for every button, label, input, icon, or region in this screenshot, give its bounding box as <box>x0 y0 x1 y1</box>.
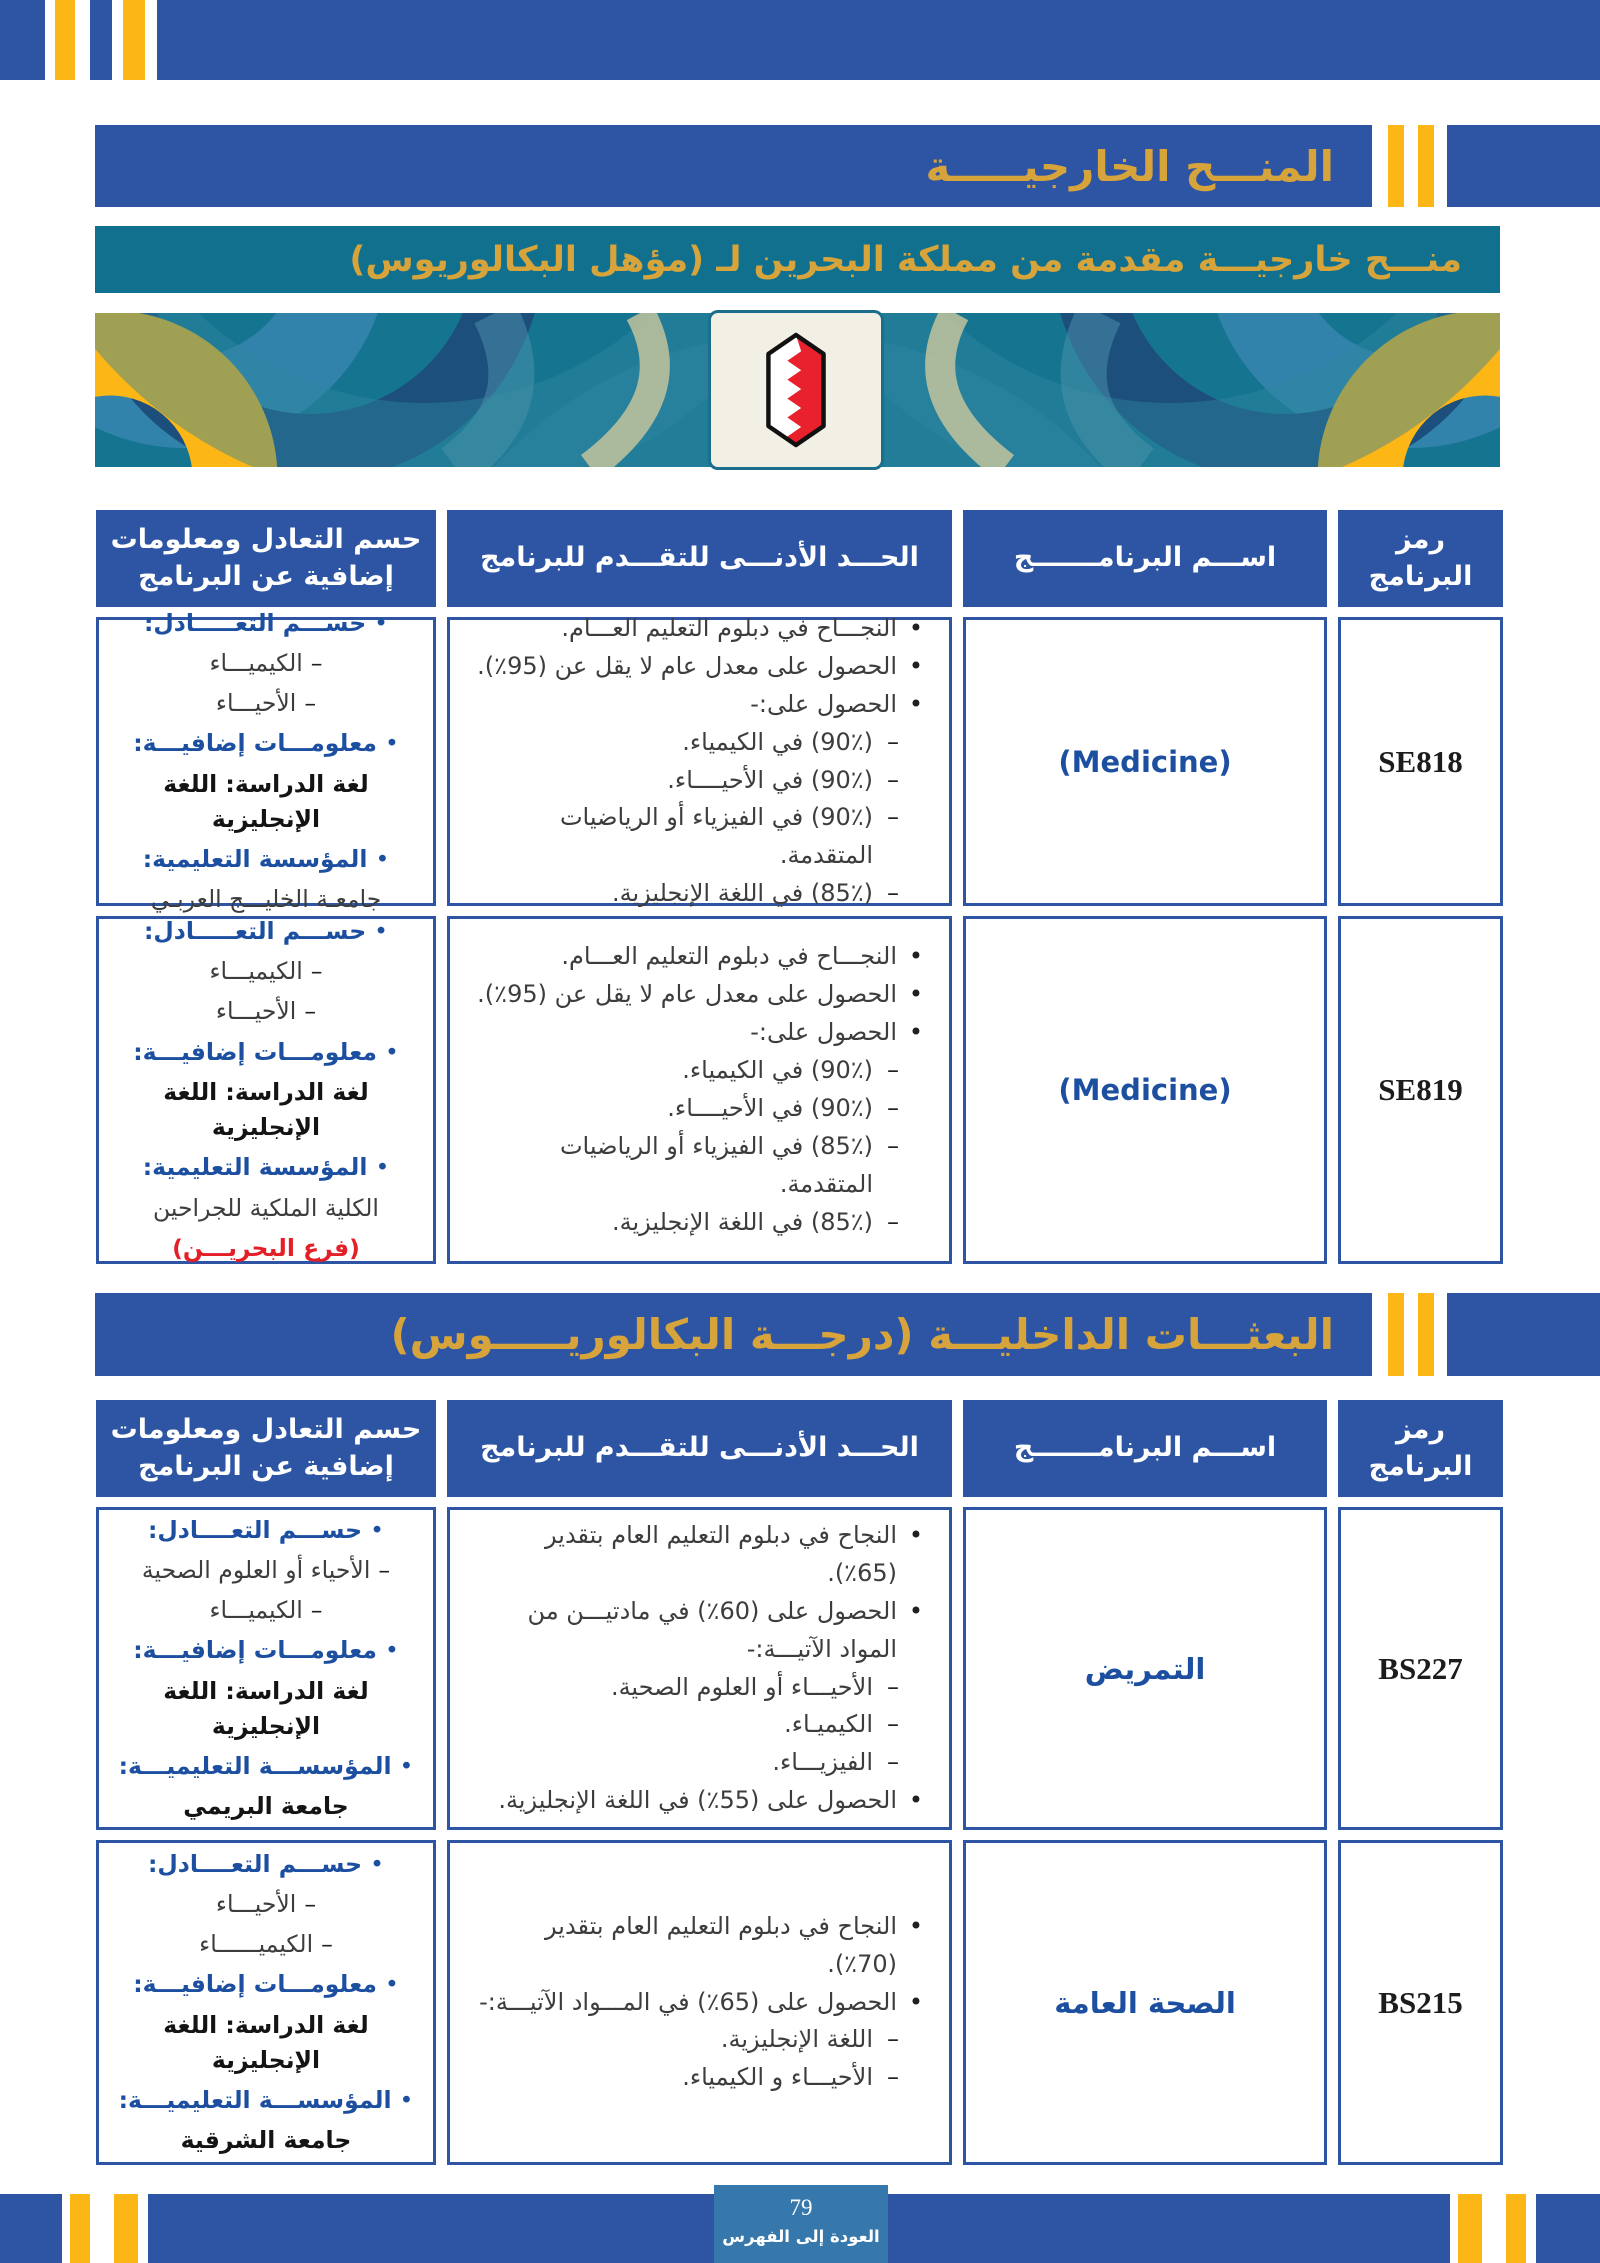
info-text: الأحياء أو العلوم الصحية <box>141 1555 371 1584</box>
band-yellow-stripe <box>1388 125 1404 207</box>
requirement-text: الأحيـــاء أو العلوم الصحية. <box>610 1672 873 1701</box>
program-name-cell: الصحة العامة <box>963 1840 1327 2165</box>
requirement-text: النجاح في دبلوم التعليم العام بتقدير (65٪). <box>545 1520 897 1587</box>
dash-marker: – <box>321 1930 333 1958</box>
tiebreak-info-cell <box>96 1840 436 2165</box>
info-item <box>153 1191 379 1226</box>
requirement-item <box>468 648 923 686</box>
requirement-item <box>468 1669 923 1707</box>
dash-marker: – <box>887 1056 899 1085</box>
band-yellow-stripe <box>1418 125 1434 207</box>
requirement-text: (90٪) في الكيمياء. <box>682 1056 873 1085</box>
info-item <box>143 842 390 877</box>
top-bar-yellow-stripe <box>123 0 145 80</box>
tiebreak-info-cell <box>96 1507 436 1830</box>
bullet-marker: • <box>375 845 390 873</box>
info-text: الكلية الملكية للجراحين <box>153 1193 379 1222</box>
requirement-text: الفيزيـــاء. <box>772 1748 873 1777</box>
info-text: لغة الدراسة: اللغة الإنجليزية <box>163 769 369 833</box>
requirement-item <box>468 724 923 762</box>
footer-yellow-stripe <box>114 2194 138 2263</box>
info-item <box>144 606 388 641</box>
requirement-text: النجـــاح في دبلوم التعليم العـــام. <box>561 613 897 642</box>
info-text: جامعة البريمي <box>183 1792 349 1821</box>
info-item <box>148 1847 384 1882</box>
requirement-item <box>468 1128 923 1204</box>
requirement-text: (85٪) في اللغة الإنجليزية. <box>611 879 873 908</box>
footer-page-tab[interactable] <box>714 2185 888 2263</box>
bullet-marker: • <box>375 1153 390 1182</box>
info-text: جامعة الشرقية <box>180 2126 352 2155</box>
minimum-requirements-cell <box>447 916 952 1264</box>
bullet-marker: • <box>370 1515 384 1544</box>
column-header-code: رمز البرنامج <box>1338 510 1503 607</box>
dash-marker: – <box>887 803 899 832</box>
requirement-text: (85٪) في اللغة الإنجليزية. <box>611 1207 873 1236</box>
requirement-item <box>468 875 923 913</box>
footer-yellow-stripe <box>1458 2194 1482 2263</box>
info-item <box>216 994 316 1029</box>
requirement-item <box>468 1706 923 1744</box>
info-item <box>133 1633 399 1668</box>
info-item <box>111 1674 421 1745</box>
band-yellow-stripe <box>1388 1293 1404 1376</box>
info-item <box>119 2083 414 2118</box>
bullet-marker: • <box>908 651 923 680</box>
top-bar-blue-block <box>0 0 45 80</box>
dash-marker: – <box>887 727 899 756</box>
requirement-item <box>468 1014 923 1052</box>
dash-marker: – <box>310 957 323 986</box>
info-text: المؤسسة التعليمية: <box>142 1153 368 1182</box>
dash-marker: – <box>887 1748 899 1777</box>
info-item <box>144 914 388 949</box>
requirement-item <box>468 686 923 724</box>
dash-marker: – <box>310 1596 323 1624</box>
requirement-text: الأحيـــاء و الكيمياء. <box>682 2063 873 2092</box>
tiebreak-info-cell <box>96 608 436 914</box>
bullet-marker: • <box>384 1636 399 1665</box>
dash-marker: – <box>887 1672 899 1701</box>
info-text: (فرع البحريـــن) <box>172 1233 360 1262</box>
top-decorative-bar <box>0 0 1600 80</box>
bullet-marker: • <box>908 942 923 971</box>
program-code-cell: BS227 <box>1338 1507 1503 1830</box>
band-blue-cap <box>1447 125 1600 207</box>
program-name-cell: (Medicine) <box>963 617 1327 906</box>
info-text: الكيميـــاء <box>209 957 303 986</box>
dash-marker: – <box>887 1094 899 1122</box>
info-text: لغة الدراسة: اللغة الإنجليزية <box>163 1077 369 1142</box>
top-bar-main <box>157 0 1600 80</box>
band-blue-cap <box>1447 1293 1600 1376</box>
bullet-marker: • <box>908 1596 923 1625</box>
section2-title: البعثـــات الداخليـــة (درجـــة البكالوريـــــوس) <box>390 1310 1334 1359</box>
info-item <box>133 1967 399 2002</box>
bullet-marker: • <box>374 916 389 945</box>
minimum-requirements-cell <box>447 1507 952 1830</box>
requirement-item <box>468 762 923 800</box>
dash-marker: – <box>887 1131 899 1160</box>
decorative-banner <box>95 313 1500 467</box>
bullet-marker: • <box>908 1786 923 1815</box>
info-text: جامعـة الخليـــج العربـي <box>150 885 382 914</box>
requirement-text: الحصول على:- <box>750 689 897 718</box>
requirement-item <box>468 610 923 648</box>
column-header-name: اســـم البرنامـــــــج <box>963 510 1327 607</box>
requirement-text: (85٪) في الفيزياء أو الرياضيات المتقدمة. <box>559 1131 873 1198</box>
info-text: لغة الدراسة: اللغة الإنجليزية <box>163 2010 369 2074</box>
requirement-item <box>468 2059 923 2097</box>
info-item <box>183 1789 348 1824</box>
requirement-text: الكيميـاء. <box>784 1710 873 1739</box>
requirement-item <box>468 1052 923 1090</box>
bullet-marker: • <box>384 729 399 758</box>
requirement-text: الحصول على معدل عام لا يقل عن (95٪). <box>477 980 897 1009</box>
requirement-item <box>468 2021 923 2059</box>
info-item <box>119 1749 414 1784</box>
info-text: حســـم التعــــادل: <box>148 1849 363 1878</box>
back-to-index-link[interactable]: العودة إلى الفهرس <box>722 2227 880 2246</box>
bullet-marker: • <box>374 608 389 637</box>
column-header-tiebreak: حسم التعادل ومعلومات إضافية عن البرنامج <box>96 510 436 607</box>
info-item <box>181 2123 352 2158</box>
info-text: معلومـــات إضافيـــة: <box>133 1970 377 1999</box>
dash-marker: – <box>378 1555 391 1584</box>
requirement-text: الحصول على:- <box>750 1018 897 1047</box>
flag-card <box>708 310 884 470</box>
info-item <box>209 646 322 681</box>
requirement-text: (90٪) في الفيزياء أو الرياضيات المتقدمة. <box>559 803 873 870</box>
requirement-text: النجـــاح في دبلوم التعليم العـــام. <box>561 942 897 971</box>
info-text: الأحيـــاء <box>215 689 297 717</box>
minimum-requirements-cell <box>447 1840 952 2165</box>
column-header-code: رمز البرنامج <box>1338 1400 1503 1497</box>
bullet-marker: • <box>908 689 923 718</box>
bullet-marker: • <box>384 1037 399 1066</box>
info-text: الكيميـــاء <box>209 648 303 677</box>
requirement-text: اللغة الإنجليزية. <box>720 2025 873 2054</box>
info-text: معلومـــات إضافيـــة: <box>133 1636 377 1665</box>
info-text: حســـم التعــــادل: <box>148 1515 363 1544</box>
bullet-marker: • <box>908 613 923 642</box>
info-item <box>111 2008 421 2079</box>
info-text: الأحيـــاء <box>215 997 297 1026</box>
section1-subtitle-band <box>95 226 1500 293</box>
info-item <box>216 1887 316 1922</box>
info-item <box>142 1553 390 1588</box>
info-item <box>133 1035 399 1070</box>
dash-marker: – <box>887 2025 899 2054</box>
program-name-cell: التمريض <box>963 1507 1327 1830</box>
info-text: الكيميـــاء <box>209 1596 303 1624</box>
program-code-cell: BS215 <box>1338 1840 1503 2165</box>
info-text: حســـم التعـــــادل: <box>144 608 367 637</box>
requirement-item <box>468 1908 923 1984</box>
bullet-marker: • <box>908 1987 923 2016</box>
info-text: المؤسســـة التعليميـــة: <box>118 2086 392 2114</box>
dash-marker: – <box>887 1710 899 1739</box>
tiebreak-info-cell <box>96 916 436 1264</box>
dash-marker: – <box>304 689 317 717</box>
bullet-marker: • <box>370 1849 384 1878</box>
info-item <box>148 1513 384 1548</box>
requirement-text: (90٪) في الأحيــــاء. <box>667 1094 873 1122</box>
bullet-marker: • <box>399 1752 414 1780</box>
dash-marker: – <box>887 2063 899 2092</box>
info-item <box>209 1593 322 1628</box>
section1-header-band <box>95 125 1372 207</box>
dash-marker: – <box>304 1889 317 1918</box>
info-text: الكيميــــــاء <box>199 1930 314 1958</box>
bahrain-flag-icon <box>753 331 839 449</box>
program-name-cell: (Medicine) <box>963 916 1327 1264</box>
column-header-minimum: الحـــد الأدنـــى للتقـــدم للبرنامج <box>447 510 952 607</box>
info-text: لغة الدراسة: اللغة الإنجليزية <box>163 1676 369 1740</box>
info-text: حســـم التعـــــادل: <box>144 916 367 945</box>
top-bar-blue-stripe <box>90 0 112 80</box>
dash-marker: – <box>310 648 323 677</box>
dash-marker: – <box>887 879 899 908</box>
info-item <box>209 954 322 989</box>
requirement-item <box>468 1517 923 1593</box>
info-text: المؤسسة التعليمية: <box>142 845 368 873</box>
program-code-cell: SE818 <box>1338 617 1503 906</box>
dash-marker: – <box>304 997 317 1026</box>
requirement-text: (90٪) في الأحيــــاء. <box>667 765 873 794</box>
info-text: معلومـــات إضافيـــة: <box>133 1037 377 1066</box>
requirement-item <box>468 938 923 976</box>
column-header-tiebreak: حسم التعادل ومعلومات إضافية عن البرنامج <box>96 1400 436 1497</box>
requirement-item <box>468 1782 923 1820</box>
info-text: الأحيـــاء <box>215 1889 297 1918</box>
requirement-text: النجاح في دبلوم التعليم العام بتقدير (70٪). <box>545 1911 897 1978</box>
requirement-text: الحصول على (65٪) في المـــواد الآتيـــة:- <box>479 1987 897 2016</box>
requirement-text: (90٪) في الكيمياء. <box>682 727 873 756</box>
requirement-item <box>468 1984 923 2022</box>
info-item <box>151 882 382 917</box>
info-item <box>133 726 399 761</box>
dash-marker: – <box>887 1207 899 1236</box>
info-item <box>143 1150 390 1185</box>
info-item <box>111 1075 421 1146</box>
internal-scholarships-table <box>97 1400 1503 2165</box>
requirement-text: الحصول على (60٪) في مادتيـــن من المواد الآتيـــة:- <box>527 1596 897 1663</box>
requirement-item <box>468 1204 923 1242</box>
requirement-text: الحصول على (55٪) في اللغة الإنجليزية. <box>498 1786 897 1815</box>
band-yellow-stripe <box>1418 1293 1434 1376</box>
info-text: المؤسســـة التعليميـــة: <box>118 1752 392 1780</box>
section1-subtitle: منـــح خارجيـــة مقدمة من مملكة البحرين لـ (مؤهل البكالوريوس) <box>349 239 1462 280</box>
bullet-marker: • <box>399 2086 414 2114</box>
footer-yellow-stripe <box>70 2194 90 2263</box>
info-item <box>216 686 316 721</box>
bullet-marker: • <box>908 1911 923 1940</box>
requirement-item <box>468 976 923 1014</box>
requirement-item <box>468 1593 923 1669</box>
info-text: معلومـــات إضافيـــة: <box>133 729 377 758</box>
minimum-requirements-cell <box>447 613 952 908</box>
info-item <box>172 1231 360 1266</box>
bullet-marker: • <box>908 980 923 1009</box>
dash-marker: – <box>887 765 899 794</box>
bullet-marker: • <box>908 1018 923 1047</box>
info-item <box>199 1927 333 1962</box>
requirement-item <box>468 1090 923 1128</box>
requirement-text: الحصول على معدل عام لا يقل عن (95٪). <box>477 651 897 680</box>
page-number: 79 <box>789 2195 813 2220</box>
requirement-item <box>468 799 923 875</box>
top-bar-yellow-stripe <box>55 0 75 80</box>
external-grants-table <box>97 510 1503 1264</box>
bullet-marker: • <box>384 1970 399 1999</box>
requirement-item <box>468 1744 923 1782</box>
column-header-name: اســـم البرنامـــــــج <box>963 1400 1327 1497</box>
bullet-marker: • <box>908 1520 923 1549</box>
section2-header-band <box>95 1293 1372 1376</box>
program-code-cell: SE819 <box>1338 916 1503 1264</box>
section1-title: المنـــح الخارجيـــــة <box>925 141 1334 191</box>
info-item <box>111 767 421 838</box>
footer-yellow-stripe <box>1506 2194 1526 2263</box>
column-header-minimum: الحـــد الأدنـــى للتقـــدم للبرنامج <box>447 1400 952 1497</box>
